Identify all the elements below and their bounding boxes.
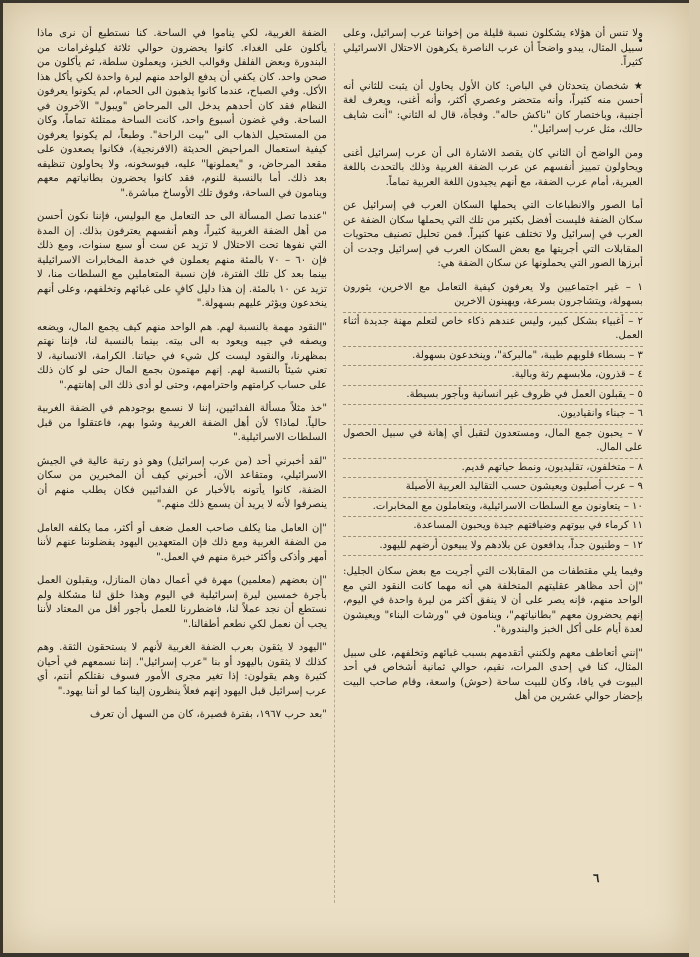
paragraph: "اليهود لا يثقون بعرب الضفة الغربية لأنهم لا يستحقون الثقة. وهم كذلك لا يثقون باليهود أو بنا "عرب إسرائيل". إننا نسمعهم في أحيان كثيرة وهم يقولون: إذا تغير مجرى الأمور فسوف نقتلكم أنتم، أي عرب إسرائيل قبل اليهود إنهم فعلاً ينظرون إلينا كما لو أننا يهود." xyxy=(37,642,327,697)
list-item: ٤ – قذرون، ملابسهم رثة وبالية. xyxy=(343,368,643,386)
page-number: ٦ xyxy=(593,871,600,885)
paragraph: "لقد أخبرني أحد (من عرب إسرائيل) وهو ذو رتبة عالية في الجيش الاسرائيلي، ومتقاعد الآن، أخبرني كيف أن المخبرين من سكان الضفة، كانوا يأتونه بالأخبار عن الفدائيين فكان يطلب منهم أن ينصرفوا لأنه لا يريد أن يسمع ذلك منهم." xyxy=(37,455,327,510)
paragraph: "بعد حرب ١٩٦٧، بفترة قصيرة، كان من السهل أن تعرف xyxy=(90,709,327,720)
paragraph: ★ شخصان يتحدثان في الباص: كان الأول يحاول أن يثبت للثاني أنه أحسن منه كثيراً، وأنه متحضر وعصري أكثر، وأنه أغنى، ويعرف لغة أجنبية، وباختصار كان "ناكش حاله". وفجأة، قال له الثاني: "أنت شايف حالك، مثل عرب إسرائيل". xyxy=(343,80,643,135)
list-item: ٣ – بسطاء قلوبهم طيبة، "مالبركة"، وينخدعون بسهولة. xyxy=(343,349,643,367)
list-item: ٥ – يقبلون العمل في ظروف غير انسانية وبأجور بسيطة. xyxy=(343,388,643,406)
paragraph: وفيما يلي مقتطفات من المقابلات التي أجريت مع بعض سكان الجليل: "إن أحد مظاهر عقليتهم المتخلفة هي أنه مهما كانت النقود التي مع الواحد منهم، فإنه يصر على أن لا ينفق أكثر من ليرة واحدة في اليوم، إنهم يحضرون معهم "بطانياتهم"، وينامون في "ورشات البناء" ويعيشون لعدة أيام على أكل الخبز والبندورة". xyxy=(343,566,643,635)
stereotype-list xyxy=(343,281,643,557)
list-item: ٧ – يحبون جمع المال، ومستعدون لتقبل أي إهانة في سبيل الحصول على المال. xyxy=(343,427,643,459)
paragraph: ومن الواضح أن الثاني كان يقصد الاشارة الى أن عرب إسرائيل أغنى ويحاولون تمييز أنفسهم عن عرب الضفة الغربية وذلك بالتحدث باللغة العبرية، أمام عرب الضفة، مع أنهم يجيدون اللغة العربية تماماً. xyxy=(343,147,643,188)
paragraph: "خذ مثلاً مسألة الفدائيين، إننا لا نسمع بوجودهم في الضفة الغربية حالياً. لماذا؟ لأن أهل الضفة الغربية وشوا بهم، فاعتقلوا من قبل السلطات الاسرائيلية." xyxy=(37,403,327,443)
list-item: ١٢ – وطنيون جداً، يدافعون عن بلادهم ولا يبيعون أرضهم لليهود. xyxy=(343,539,643,557)
list-item: ٨ – متخلفون، تقليديون، ونمط حياتهم قديم. xyxy=(343,461,643,479)
column-divider xyxy=(334,43,335,903)
paragraph: أما الصور والانطباعات التي يحملها السكان العرب في إسرائيل عن سكان الضفة فليست أفضل بكثير من تلك التي يحملها سكان الضفة عن العرب في إسرائيل ولا تختلف عنها كثيراً. فمن تحليل تصنيف محتويات المقابلات التي أجريتها مع بعض السكان العرب في إسرائيل وجدت أن أبرزها الصور التي يحملونها عن سكان الضفة هي: xyxy=(343,200,643,269)
paragraph: ولا تنس أن هؤلاء يشكلون نسبة قليلة من إخواننا عرب إسرائيل، وعلى سبيل المثال، يبدو واضحاً أن عرب الناصرة يكرهون الاحتلال الاسرائيلي كثيراً. xyxy=(343,28,643,68)
list-item: ١٠ – يتعاونون مع السلطات الاسرائيلية، ويتعاملون مع المخابرات. xyxy=(343,500,643,518)
paragraph: "إن العامل منا يكلف صاحب العمل ضعف أو أكثر، مما يكلفه العامل من الضفة الغربية ومع ذلك فإن المتعهدين اليهود يفضلوننا عنهم لأننا أمهر وأذكى وأكثر خبرة منهم في العمل." xyxy=(37,522,327,563)
page-edge xyxy=(689,0,700,957)
list-item: ٢ – أغبياء بشكل كبير، وليس عندهم ذكاء خاص لتعلم مهنة جديدة أثناء العمل. xyxy=(343,315,643,347)
list-item: ١١ كرماء في بيوتهم وضيافتهم جيدة ويحبون المساعدة. xyxy=(343,519,643,537)
paragraph: "إنني أتعاطف معهم ولكنني أتقدمهم بسبب غبائهم وتخلفهم، على سبيل المثال، كنا في إحدى المرات، نقيم، حوالي ثمانية أشخاص في أحد البيوت في يافا، وكان للبيت ساحة (حوش) واسعة، وقام صاحب البيت بإحضار حوالي عشرين من أهل xyxy=(343,647,643,702)
list-item: ٦ – جبناء وانقياديون. xyxy=(343,407,643,425)
page-sheet xyxy=(3,3,689,953)
paragraph: الضفة الغربية، لكي يناموا في الساحة. كنا نستطيع أن نرى ماذا يأكلون على الغداء. كانوا يحضرون حوالي ثلاثة كيلوغرامات من البندورة وبعض الفلفل وقوالب الخبز، ويعملون سلطة، ثم يأكلون من صحن واحد. كان يكفي أن يدفع الواحد منهم ليرة واحدة لكي يأكل هذا الأكل. وفي الصباح، عندما كانوا يذهبون الى الحمام، لم يكونوا يعرفون النظام فقد كان أحدهم يدخل الى المرحاض "ويبول" الآخرون في الساحة. وفي غضون أسبوع واحد، كانت الساحة ممتلئة تماماً، وكان من المستحيل الذهاب الى "بيت الراحة". وطبعاً، لم يكونوا يعرفون كيفية استعمال المراحيض الحديثة (الافرنجية)، فكانوا يصعدون على مقعد المرحاض، و "يعملونها" عليه، فيوسخونه، ولا يحاولون تنظيفه بعد ذلك. أما بالنسبة للنوم، فقد كانوا يحضرون بطانياتهم معهم وينامون في الساحة، وفوق تلك الأوساخ مباشرة." xyxy=(37,28,327,199)
left-column xyxy=(37,27,327,732)
list-item: ٩ – عرب أصليون ويعيشون حسب التقاليد العربية الأصيلة xyxy=(343,480,643,498)
paragraph: "النقود مهمة بالنسبة لهم. هم الواحد منهم كيف يجمع المال، ويضعه ويصفه في جيبه ويعود به الى بيته. بينما بالنسبة لنا، فإننا نهتم بمظهرنا، والنقود ليست كل شيء في حياتنا. الكرامة، الانسانية، لا تعني شيئاً بالنسبة لهم. إنهم مهتمون بجمع المال حتى لو كان ذلك على حساب كرامتهم واحترامهم، وحتى لو أدى ذلك الى إهانتهم." xyxy=(37,321,327,391)
list-item: ١ – غير اجتماعيين ولا يعرفون كيفية التعامل مع الاخرين، يثورون بسهولة، ويتشاجرون بسرعة، ويهينون الاخرين xyxy=(343,281,643,313)
paragraph: "عندما تصل المسألة الى حد التعامل مع البوليس، فإننا نكون أحسن من أهل الضفة الغربية كثيراً، وهم أنفسهم يعترفون بذلك. إن المدة التي نفوها تحت الاحتلال لا تزيد عن ست أو سبع سنوات، ومع ذلك فإن ٦٠ – ٧٠ بالمئة منهم يعملون في خدمة المخابرات الاسرائيلية بينما بعد كل تلك الفترة، فإن نسبة المتعاملين مع السلطات منا، لا تزيد عن ١٠ بالمئة. إن هذا دليل كافٍ على غبائهم وتخلفهم، وعلى أنهم ينخدعون ويؤثر عليهم بسهولة." xyxy=(37,211,327,309)
paragraph: "إن بعضهم (معلمين) مهرة في أعمال دهان المنازل، ويقبلون العمل بأجرة خمسين ليرة إسرائيلية في اليوم وهذا خلق لنا مشكلة ولم نستطع أن نجد عملاً لنا، فاضطررنا للعمل بأجور أقل من المعتاد لأننا يجب أن نعمل لكي نطعم أطفالنا." xyxy=(37,575,327,630)
right-column xyxy=(343,27,643,714)
